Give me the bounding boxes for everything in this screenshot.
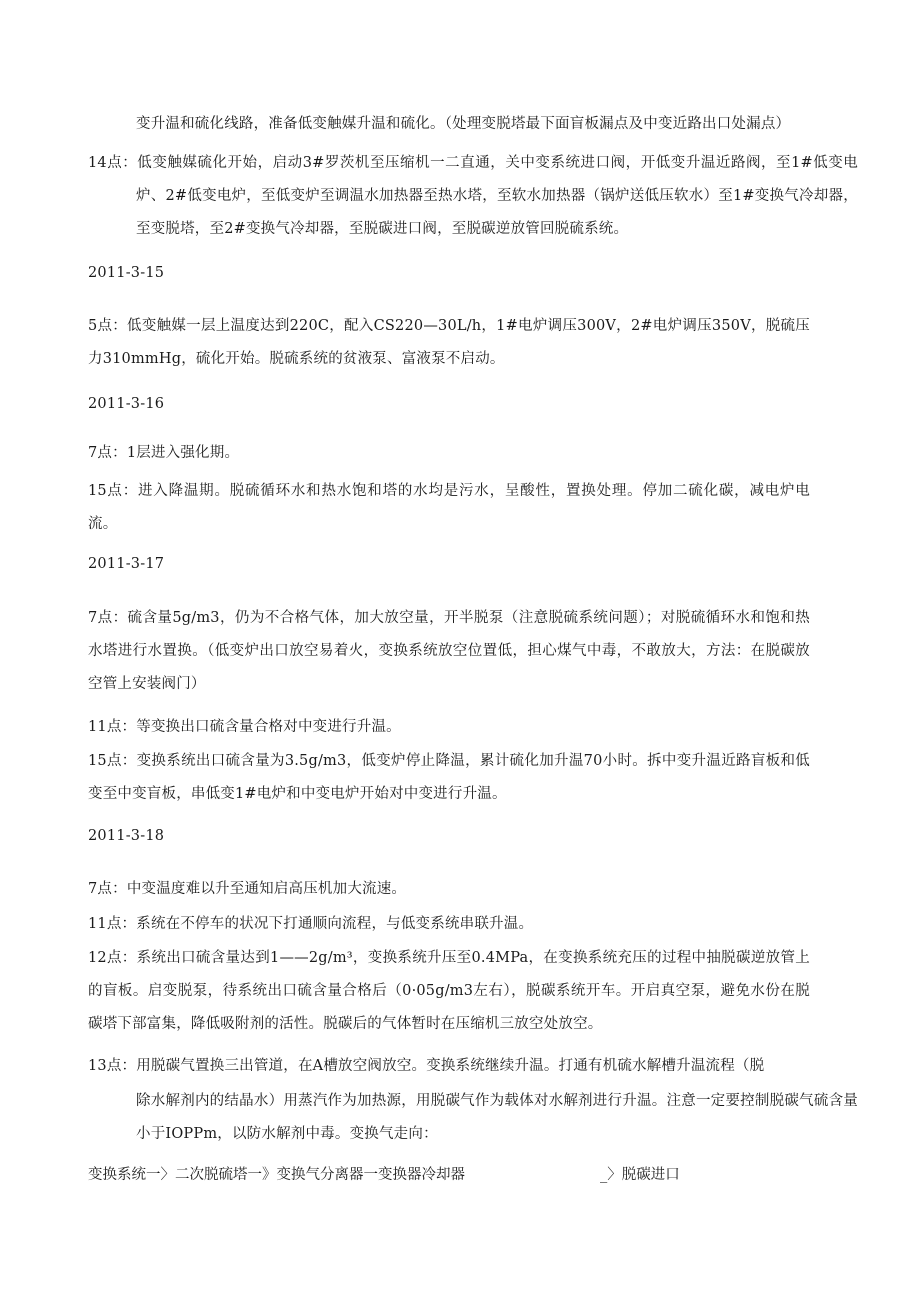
paragraph-7c: 7点：中变温度难以升至通知启高压机加大流速。	[88, 881, 407, 897]
paragraph-13-rest: 除水解剂内的结晶水）用蒸汽作为加热源，用脱碳气作为载体对水解剂进行升温。注意一定要控制脱碳气硫含量小于IOPPm，以防水解剂中毒。变换气走向：	[136, 1093, 858, 1142]
paragraph-14: 14点：低变触媒硫化开始，启动3#罗茨机至压缩机一二直通，关中变系统进口阀，开低变升温近路阀，至1#低变电炉、2#低变电炉，至低变炉至调温水加热器至热水塔，至软水加热器（锅炉送低压软水）至1#变换气冷却器，至变脱塔，至2#变换气冷却器，至脱碳进口阀，至脱碳逆放管回脱硫系统。	[88, 155, 858, 237]
date-2011-3-18: 2011-3-18	[88, 828, 165, 844]
date-2011-3-17: 2011-3-17	[88, 556, 165, 572]
paragraph-11a: 11点：等变换出口硫含量合格对中变进行升温。	[88, 719, 401, 735]
paragraph-15b: 15点：变换系统出口硫含量为3.5g/m3，低变炉停止降温，累计硫化加升温70小时。拆中变升温近路盲板和低变至中变盲板，串低变1#电炉和中变电炉开始对中变进行升温。	[88, 753, 810, 802]
paragraph-5: 5点：低变触媒一层上温度达到220C，配入CS220—30L/h，1#电炉调压300V，2#电炉调压350V，脱硫压力310mmHg，硫化开始。脱硫系统的贫液泵、富液泵不启动。	[88, 318, 810, 367]
date-2011-3-15: 2011-3-15	[88, 265, 165, 281]
paragraph-12: 12点：系统出口硫含量达到1——2g/m³，变换系统升压至0.4MPa，在变换系统充压的过程中抽脱碳逆放管上的盲板。启变脱泵，待系统出口硫含量合格后（0·05g/m3左右），脱碳系统开车。开启真空泵，避免水份在脱碳塔下部富集，降低吸附剂的活性。脱碳后的气体暂时在压缩机三放空处放空。	[88, 950, 810, 1032]
paragraph-7a: 7点：1层进入强化期。	[88, 445, 240, 461]
paragraph-15a: 15点：进入降温期。脱硫循环水和热水饱和塔的水均是污水，呈酸性，置换处理。停加二硫化碳，减电炉电流。	[88, 483, 810, 532]
paragraph-11b: 11点：系统在不停车的状况下打通顺向流程，与低变系统串联升温。	[88, 916, 534, 932]
flow-path-left: 变换系统一〉二次脱硫塔一》变换气分离器一变换器冷却器	[88, 1167, 465, 1183]
paragraph-7b: 7点：硫含量5g/m3，仍为不合格气体，加大放空量，开半脱泵（注意脱硫系统问题）；对脱硫循环水和饱和热水塔进行水置换。（低变炉出口放空易着火，变换系统放空位置低，担心煤气中毒，不敢放大，方法：在脱碳放空管上安装阀门）	[88, 610, 810, 692]
paragraph-continuation: 变升温和硫化线路，准备低变触媒升温和硫化。（处理变脱塔最下面盲板漏点及中变近路出口处漏点）	[136, 116, 791, 132]
date-2011-3-16: 2011-3-16	[88, 396, 165, 412]
paragraph-13-first-line: 13点：用脱碳气置换三出管道，在A槽放空阀放空。变换系统继续升温。打通有机硫水解槽升温流程（脱	[88, 1058, 765, 1074]
flow-path-right: _〉脱碳进口	[600, 1167, 680, 1183]
